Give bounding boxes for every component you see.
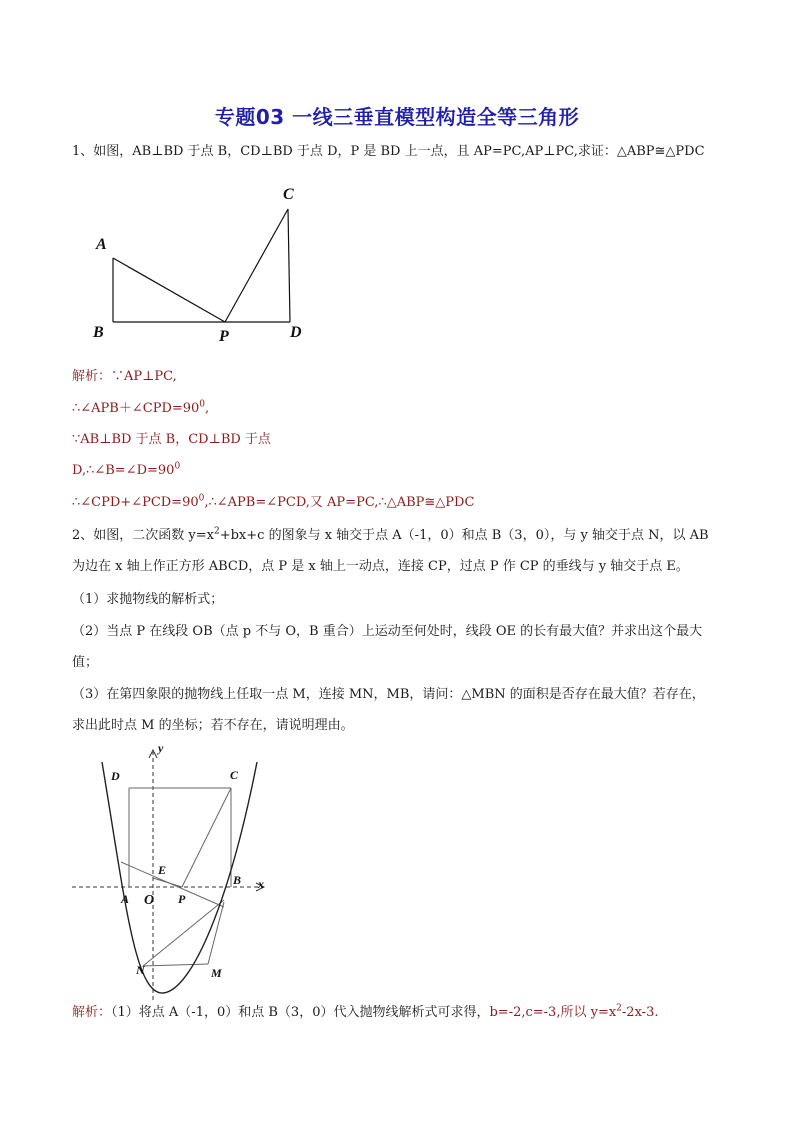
label-D2: D xyxy=(111,769,120,783)
label-D: D xyxy=(290,324,302,341)
x-axis-arrow xyxy=(256,883,264,891)
segment-NM xyxy=(143,964,208,966)
segment-PC xyxy=(225,209,288,322)
solution-2-sup: 2 xyxy=(616,1003,622,1014)
label-N: N xyxy=(136,963,145,977)
label-C: C xyxy=(283,186,294,203)
label-P2: P xyxy=(178,892,186,906)
label-C2: C xyxy=(230,768,239,782)
solution-label: 解析： xyxy=(72,369,112,384)
question-2-part-1: （1）求抛物线的解析式； xyxy=(72,592,224,607)
segment-CP xyxy=(182,788,231,887)
solution-1-l2-sup: 0 xyxy=(199,399,206,410)
label-M: M xyxy=(211,966,222,980)
solution-2-text-c: -2x-3. xyxy=(621,1005,659,1020)
solution-1-line-5 xyxy=(72,494,474,512)
solution-1-l4: D,∴∠B=∠D=90 xyxy=(72,463,175,478)
label-y: y xyxy=(158,741,164,755)
label-B2: B xyxy=(233,873,242,887)
question-2-part-3a: （3）在第四象限的抛物线上任取一点 M，连接 MN，MB，请问：△MBN 的面积是否存在最大值？若存在， xyxy=(72,687,705,702)
question-2-part-2a: （2）当点 P 在线段 OB（点 p 不与 O，B 重合）上运动至何处时，线段 OE 的长有最大值？并求出这个最大 xyxy=(72,624,703,639)
label-A2: A xyxy=(121,892,130,906)
label-E: E xyxy=(158,863,167,877)
solution-1-l5-sup: 0 xyxy=(198,493,205,504)
solution-1-l5a: ∴∠CPD+∠PCD=90 xyxy=(72,495,199,510)
solution-1-l5b: ,∴∠APB=∠PCD,又 AP=PC,∴△ABP≅△PDC xyxy=(204,495,475,510)
segment-CD xyxy=(288,209,290,322)
label-x: x xyxy=(258,877,264,891)
solution-2-label: 解析： xyxy=(72,1005,112,1020)
q2-intro-a: 2、如图，二次函数 y=x xyxy=(72,528,214,543)
segment-AP xyxy=(113,258,225,322)
solution-2-line xyxy=(72,1004,658,1022)
question-1-text: 1、如图，AB⊥BD 于点 B，CD⊥BD 于点 D，P 是 BD 上一点，且 AP=PC,AP⊥PC,求证：△ABP≅△PDC xyxy=(72,144,705,159)
question-2-line-1 xyxy=(72,527,709,545)
question-2-part-2b: 值； xyxy=(72,655,99,670)
label-O: O xyxy=(144,893,155,908)
solution-1-l4-sup: 0 xyxy=(174,461,181,472)
solution-1-line-4 xyxy=(72,462,180,480)
label-P: P xyxy=(219,328,229,345)
segment-EP xyxy=(153,878,182,887)
solution-1-l2-post: , xyxy=(205,401,210,416)
q2-intro-b: +bx+c 的图象与 x 轴交于点 A（-1，0）和点 B（3，0），与 y 轴交于点 N，以 AB xyxy=(219,528,709,543)
question-2-part-3b: 求出此时点 M 的坐标；若不存在，请说明理由。 xyxy=(72,718,354,733)
label-A: A xyxy=(96,236,107,253)
question-2-line-2: 为边在 x 轴上作正方形 ABCD，点 P 是 x 轴上一动点，连接 CP，过点 P 作 CP 的垂线与 y 轴交于点 E。 xyxy=(72,559,689,574)
parabola xyxy=(102,762,257,993)
page-title: 专题03 一线三垂直模型构造全等三角形 xyxy=(214,105,580,129)
solution-1-line-3: ∵AB⊥BD 于点 B，CD⊥BD 于点 xyxy=(72,432,271,447)
segment-MB xyxy=(208,902,224,964)
solution-2-text-a: （1）将点 A（-1，0）和点 B（3，0）代入抛物线解析式可求得， xyxy=(111,1005,490,1020)
q2-intro-sup: 2 xyxy=(213,526,220,537)
segment-NB xyxy=(143,900,224,966)
label-B: B xyxy=(93,324,104,341)
solution-1-l2: ∴∠APB＋∠CPD=90 xyxy=(72,401,200,416)
solution-1-line-1 xyxy=(72,368,177,386)
solution-2-text-b: b=-2,c=-3,所以 y=x xyxy=(489,1005,617,1020)
solution-1-line-2 xyxy=(72,400,209,418)
line-through-P xyxy=(121,862,224,907)
solution-1-l1: ∵AP⊥PC, xyxy=(111,369,177,384)
y-axis-arrow xyxy=(149,750,157,758)
